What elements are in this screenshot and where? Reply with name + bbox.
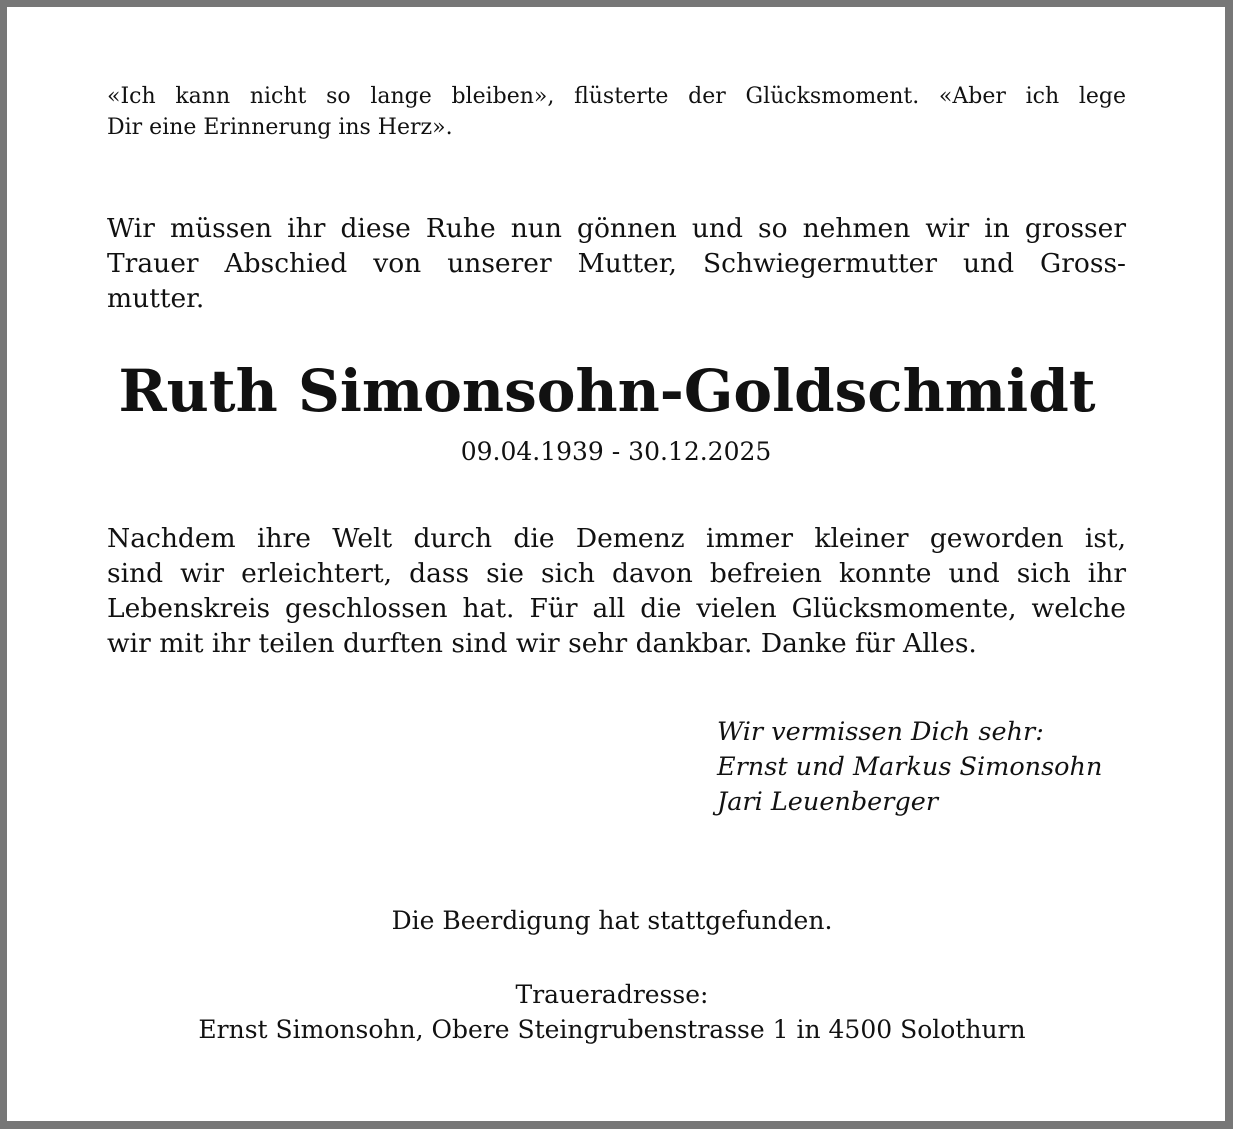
text-line: «Ich kann nicht so lange bleiben», flüsterte der Glücksmoment. «Aber ich lege bbox=[107, 84, 1126, 109]
tribute-paragraph bbox=[107, 521, 1126, 661]
address-label: Traueradresse: bbox=[515, 980, 709, 1009]
signature-line: Wir vermissen Dich sehr: bbox=[717, 717, 1044, 747]
burial-note: Die Beerdigung hat stattgefunden. bbox=[391, 906, 833, 935]
text-line: Trauer Abschied von unserer Mutter, Schwiegermutter und Gross- bbox=[107, 248, 1126, 279]
text-line: Dir eine Erinnerung ins Herz». bbox=[107, 115, 453, 140]
signature-line: Jari Leuenberger bbox=[717, 787, 939, 817]
address-text: Ernst Simonsohn, Obere Steingrubenstrasse 1 in 4500 Solothurn bbox=[198, 1015, 1026, 1044]
obituary-page bbox=[7, 7, 1225, 1121]
mourning-address bbox=[7, 977, 1217, 1047]
intro-quote bbox=[107, 81, 1126, 143]
signature-block bbox=[717, 715, 1102, 820]
text-line: wir mit ihr teilen durften sind wir sehr dankbar. Danke für Alles. bbox=[107, 628, 977, 659]
text-line: Nachdem ihre Welt durch die Demenz immer kleiner geworden ist, bbox=[107, 523, 1126, 554]
text-line: Wir müssen ihr diese Ruhe nun gönnen und so nehmen wir in grosser bbox=[107, 213, 1126, 244]
text-line: Lebenskreis geschlossen hat. Für all die vielen Glücksmomente, welche bbox=[107, 593, 1126, 624]
text-line: mutter. bbox=[107, 283, 205, 314]
deceased-name: Ruth Simonsohn-Goldschmidt bbox=[118, 357, 1096, 425]
signature-line: Ernst und Markus Simonsohn bbox=[717, 752, 1103, 782]
farewell-paragraph bbox=[107, 211, 1126, 316]
text-line: sind wir erleichtert, dass sie sich davon befreien konnte und sich ihr bbox=[107, 558, 1126, 589]
life-dates: 09.04.1939 - 30.12.2025 bbox=[460, 437, 772, 466]
